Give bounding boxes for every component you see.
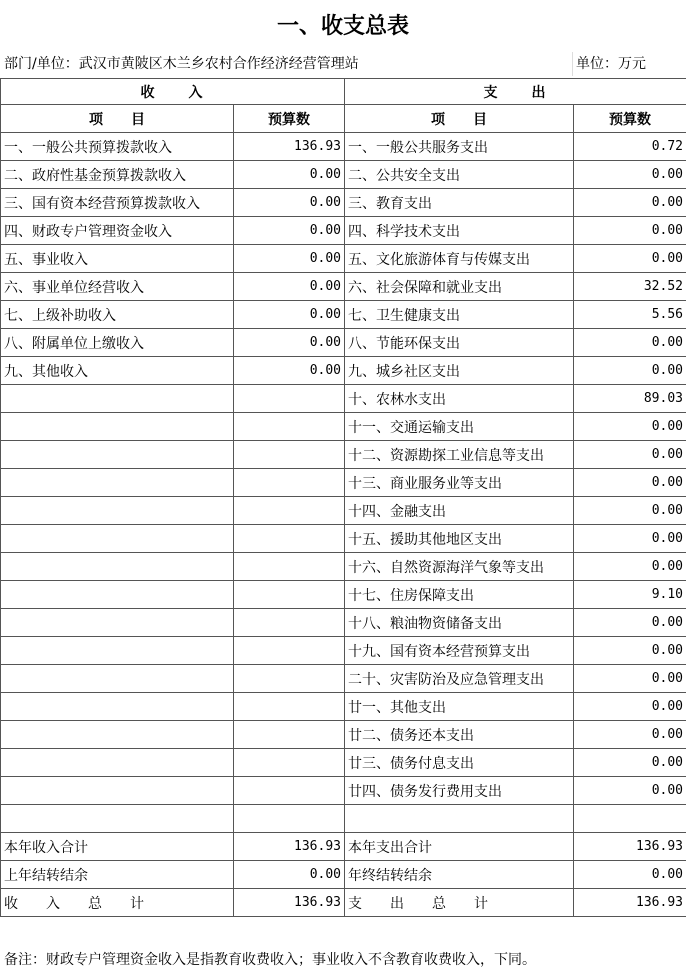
- expense-budget-cell: 0.00: [574, 357, 686, 385]
- income-item-cell: [1, 749, 234, 777]
- page-title: 一、收支总表: [276, 13, 409, 39]
- expense-item-cell: [345, 805, 574, 833]
- income-item-cell: 一、一般公共预算拨款收入: [1, 133, 234, 161]
- income-item-cell: [1, 497, 234, 525]
- income-item-cell: [1, 525, 234, 553]
- expense-item-cell: 二十、灾害防治及应急管理支出: [345, 665, 574, 693]
- table-row: [1, 525, 686, 553]
- table-row: [1, 693, 686, 721]
- expense-item-cell: 八、节能环保支出: [345, 329, 574, 357]
- expense-budget-cell: 0.00: [574, 161, 686, 189]
- expense-budget-cell: 0.00: [574, 609, 686, 637]
- income-budget-cell: [234, 777, 345, 805]
- expense-budget-cell: 0.00: [574, 329, 686, 357]
- income-item-cell: 四、财政专户管理资金收入: [1, 217, 234, 245]
- table-row: [1, 245, 686, 273]
- table-row: [1, 581, 686, 609]
- income-budget-cell: [234, 637, 345, 665]
- table-row: [1, 469, 686, 497]
- income-budget-cell: 0.00: [234, 217, 345, 245]
- table-row: [1, 637, 686, 665]
- expense-budget-cell: 0.00: [574, 553, 686, 581]
- expense-item-cell: 十三、商业服务业等支出: [345, 469, 574, 497]
- income-item-cell: 收 入 总 计: [1, 889, 234, 917]
- expense-budget-cell: 0.00: [574, 441, 686, 469]
- table-row: [1, 357, 686, 385]
- income-item-cell: 六、事业单位经营收入: [1, 273, 234, 301]
- expense-item-cell: 七、卫生健康支出: [345, 301, 574, 329]
- income-budget-cell: [234, 693, 345, 721]
- income-item-cell: [1, 469, 234, 497]
- income-item-cell: [1, 777, 234, 805]
- income-item-cell: 本年收入合计: [1, 833, 234, 861]
- expense-budget-cell: 136.93: [574, 833, 686, 861]
- income-budget-cell: 0.00: [234, 161, 345, 189]
- income-budget-cell: 0.00: [234, 189, 345, 217]
- footnote: 备注：财政专户管理资金收入是指教育收费收入；事业收入不含教育收费收入，下同。: [4, 952, 536, 968]
- income-budget-cell: 0.00: [234, 861, 345, 889]
- expense-item-cell: 二、公共安全支出: [345, 161, 574, 189]
- income-item-cell: [1, 609, 234, 637]
- expense-item-cell: 廿四、债务发行费用支出: [345, 777, 574, 805]
- table-row: [1, 777, 686, 805]
- expense-item-cell: 十二、资源勘探工业信息等支出: [345, 441, 574, 469]
- table-row: [1, 413, 686, 441]
- income-section-header: 收 入: [1, 79, 345, 105]
- income-item-cell: 三、国有资本经营预算拨款收入: [1, 189, 234, 217]
- income-item-cell: [1, 441, 234, 469]
- expense-item-cell: 年终结转结余: [345, 861, 574, 889]
- expense-section-header: 支 出: [345, 79, 686, 105]
- expense-item-cell: 三、教育支出: [345, 189, 574, 217]
- income-item-cell: 八、附属单位上缴收入: [1, 329, 234, 357]
- table-row: [1, 385, 686, 413]
- expense-budget-cell: 9.10: [574, 581, 686, 609]
- income-item-cell: 二、政府性基金预算拨款收入: [1, 161, 234, 189]
- expense-item-cell: 十、农林水支出: [345, 385, 574, 413]
- income-item-cell: 五、事业收入: [1, 245, 234, 273]
- income-item-cell: [1, 665, 234, 693]
- income-item-cell: 上年结转结余: [1, 861, 234, 889]
- table-row: [1, 861, 686, 889]
- expense-item-cell: 廿一、其他支出: [345, 693, 574, 721]
- table-row: [1, 889, 686, 917]
- income-budget-cell: [234, 609, 345, 637]
- income-budget-cell: [234, 441, 345, 469]
- income-item-cell: [1, 553, 234, 581]
- expense-item-cell: 六、社会保障和就业支出: [345, 273, 574, 301]
- expense-item-cell: 十五、援助其他地区支出: [345, 525, 574, 553]
- expense-item-cell: 本年支出合计: [345, 833, 574, 861]
- column-header-row: [1, 105, 686, 133]
- income-budget-cell: [234, 469, 345, 497]
- income-budget-cell: 0.00: [234, 329, 345, 357]
- income-item-cell: [1, 805, 234, 833]
- expense-budget-cell: 0.00: [574, 469, 686, 497]
- expense-item-cell: 廿二、债务还本支出: [345, 721, 574, 749]
- table-row: [1, 749, 686, 777]
- expense-item-cell: 十七、住房保障支出: [345, 581, 574, 609]
- expense-item-cell: 廿三、债务付息支出: [345, 749, 574, 777]
- expense-budget-cell: 0.00: [574, 721, 686, 749]
- table-row: [1, 833, 686, 861]
- expense-item-header: 项 目: [345, 105, 574, 133]
- expense-item-cell: 十四、金融支出: [345, 497, 574, 525]
- expense-budget-cell: 0.00: [574, 749, 686, 777]
- table-row: [1, 497, 686, 525]
- table-row: [1, 609, 686, 637]
- table-row: [1, 273, 686, 301]
- income-budget-cell: 0.00: [234, 357, 345, 385]
- income-budget-header: 预算数: [234, 105, 345, 133]
- table-row: [1, 301, 686, 329]
- income-item-cell: [1, 721, 234, 749]
- expense-budget-cell: 32.52: [574, 273, 686, 301]
- expense-budget-cell: 0.00: [574, 497, 686, 525]
- income-budget-cell: [234, 413, 345, 441]
- expense-budget-cell: 0.00: [574, 637, 686, 665]
- income-budget-cell: [234, 749, 345, 777]
- expense-item-cell: 十九、国有资本经营预算支出: [345, 637, 574, 665]
- expense-budget-cell: 0.00: [574, 245, 686, 273]
- expense-budget-cell: [574, 805, 686, 833]
- income-item-cell: [1, 637, 234, 665]
- expense-item-cell: 十八、粮油物资储备支出: [345, 609, 574, 637]
- income-budget-cell: 0.00: [234, 245, 345, 273]
- income-item-header: 项 目: [1, 105, 234, 133]
- income-budget-cell: [234, 721, 345, 749]
- expense-item-cell: 十一、交通运输支出: [345, 413, 574, 441]
- expense-budget-cell: 0.00: [574, 189, 686, 217]
- income-budget-cell: [234, 497, 345, 525]
- income-budget-cell: 136.93: [234, 889, 345, 917]
- income-item-cell: [1, 385, 234, 413]
- expense-budget-cell: 0.00: [574, 525, 686, 553]
- table-body: [1, 133, 686, 917]
- expense-item-cell: 十六、自然资源海洋气象等支出: [345, 553, 574, 581]
- income-budget-cell: [234, 553, 345, 581]
- income-budget-cell: 136.93: [234, 133, 345, 161]
- income-item-cell: [1, 693, 234, 721]
- meta-divider: [572, 52, 573, 76]
- expense-budget-cell: 0.00: [574, 861, 686, 889]
- income-item-cell: [1, 581, 234, 609]
- income-item-cell: 九、其他收入: [1, 357, 234, 385]
- department-label: 部门/单位：武汉市黄陂区木兰乡农村合作经济经营管理站: [4, 56, 359, 72]
- income-budget-cell: 0.00: [234, 301, 345, 329]
- table-row: [1, 721, 686, 749]
- expense-item-cell: 九、城乡社区支出: [345, 357, 574, 385]
- table-row: [1, 161, 686, 189]
- expense-budget-cell: 0.00: [574, 693, 686, 721]
- expense-item-cell: 五、文化旅游体育与传媒支出: [345, 245, 574, 273]
- table-row: [1, 217, 686, 245]
- income-budget-cell: [234, 385, 345, 413]
- expense-budget-cell: 0.00: [574, 777, 686, 805]
- income-budget-cell: [234, 665, 345, 693]
- table-row: [1, 805, 686, 833]
- income-budget-cell: 0.00: [234, 273, 345, 301]
- income-budget-cell: [234, 805, 345, 833]
- table-row: [1, 441, 686, 469]
- expense-budget-cell: 5.56: [574, 301, 686, 329]
- expense-budget-cell: 0.00: [574, 217, 686, 245]
- table-row: [1, 329, 686, 357]
- expense-budget-header: 预算数: [574, 105, 686, 133]
- expense-budget-cell: 0.72: [574, 133, 686, 161]
- expense-budget-cell: 0.00: [574, 413, 686, 441]
- section-header-row: [1, 79, 686, 105]
- expense-item-cell: 四、科学技术支出: [345, 217, 574, 245]
- expense-budget-cell: 89.03: [574, 385, 686, 413]
- income-budget-cell: [234, 525, 345, 553]
- table-meta: [0, 50, 686, 78]
- expense-budget-cell: 136.93: [574, 889, 686, 917]
- unit-label: 单位：万元: [576, 56, 646, 72]
- expense-item-cell: 支 出 总 计: [345, 889, 574, 917]
- expense-budget-cell: 0.00: [574, 665, 686, 693]
- income-budget-cell: [234, 581, 345, 609]
- income-item-cell: 七、上级补助收入: [1, 301, 234, 329]
- table-row: [1, 189, 686, 217]
- income-budget-cell: 136.93: [234, 833, 345, 861]
- table-row: [1, 665, 686, 693]
- income-item-cell: [1, 413, 234, 441]
- table-row: [1, 133, 686, 161]
- budget-summary-table: [0, 78, 686, 917]
- table-row: [1, 553, 686, 581]
- expense-item-cell: 一、一般公共服务支出: [345, 133, 574, 161]
